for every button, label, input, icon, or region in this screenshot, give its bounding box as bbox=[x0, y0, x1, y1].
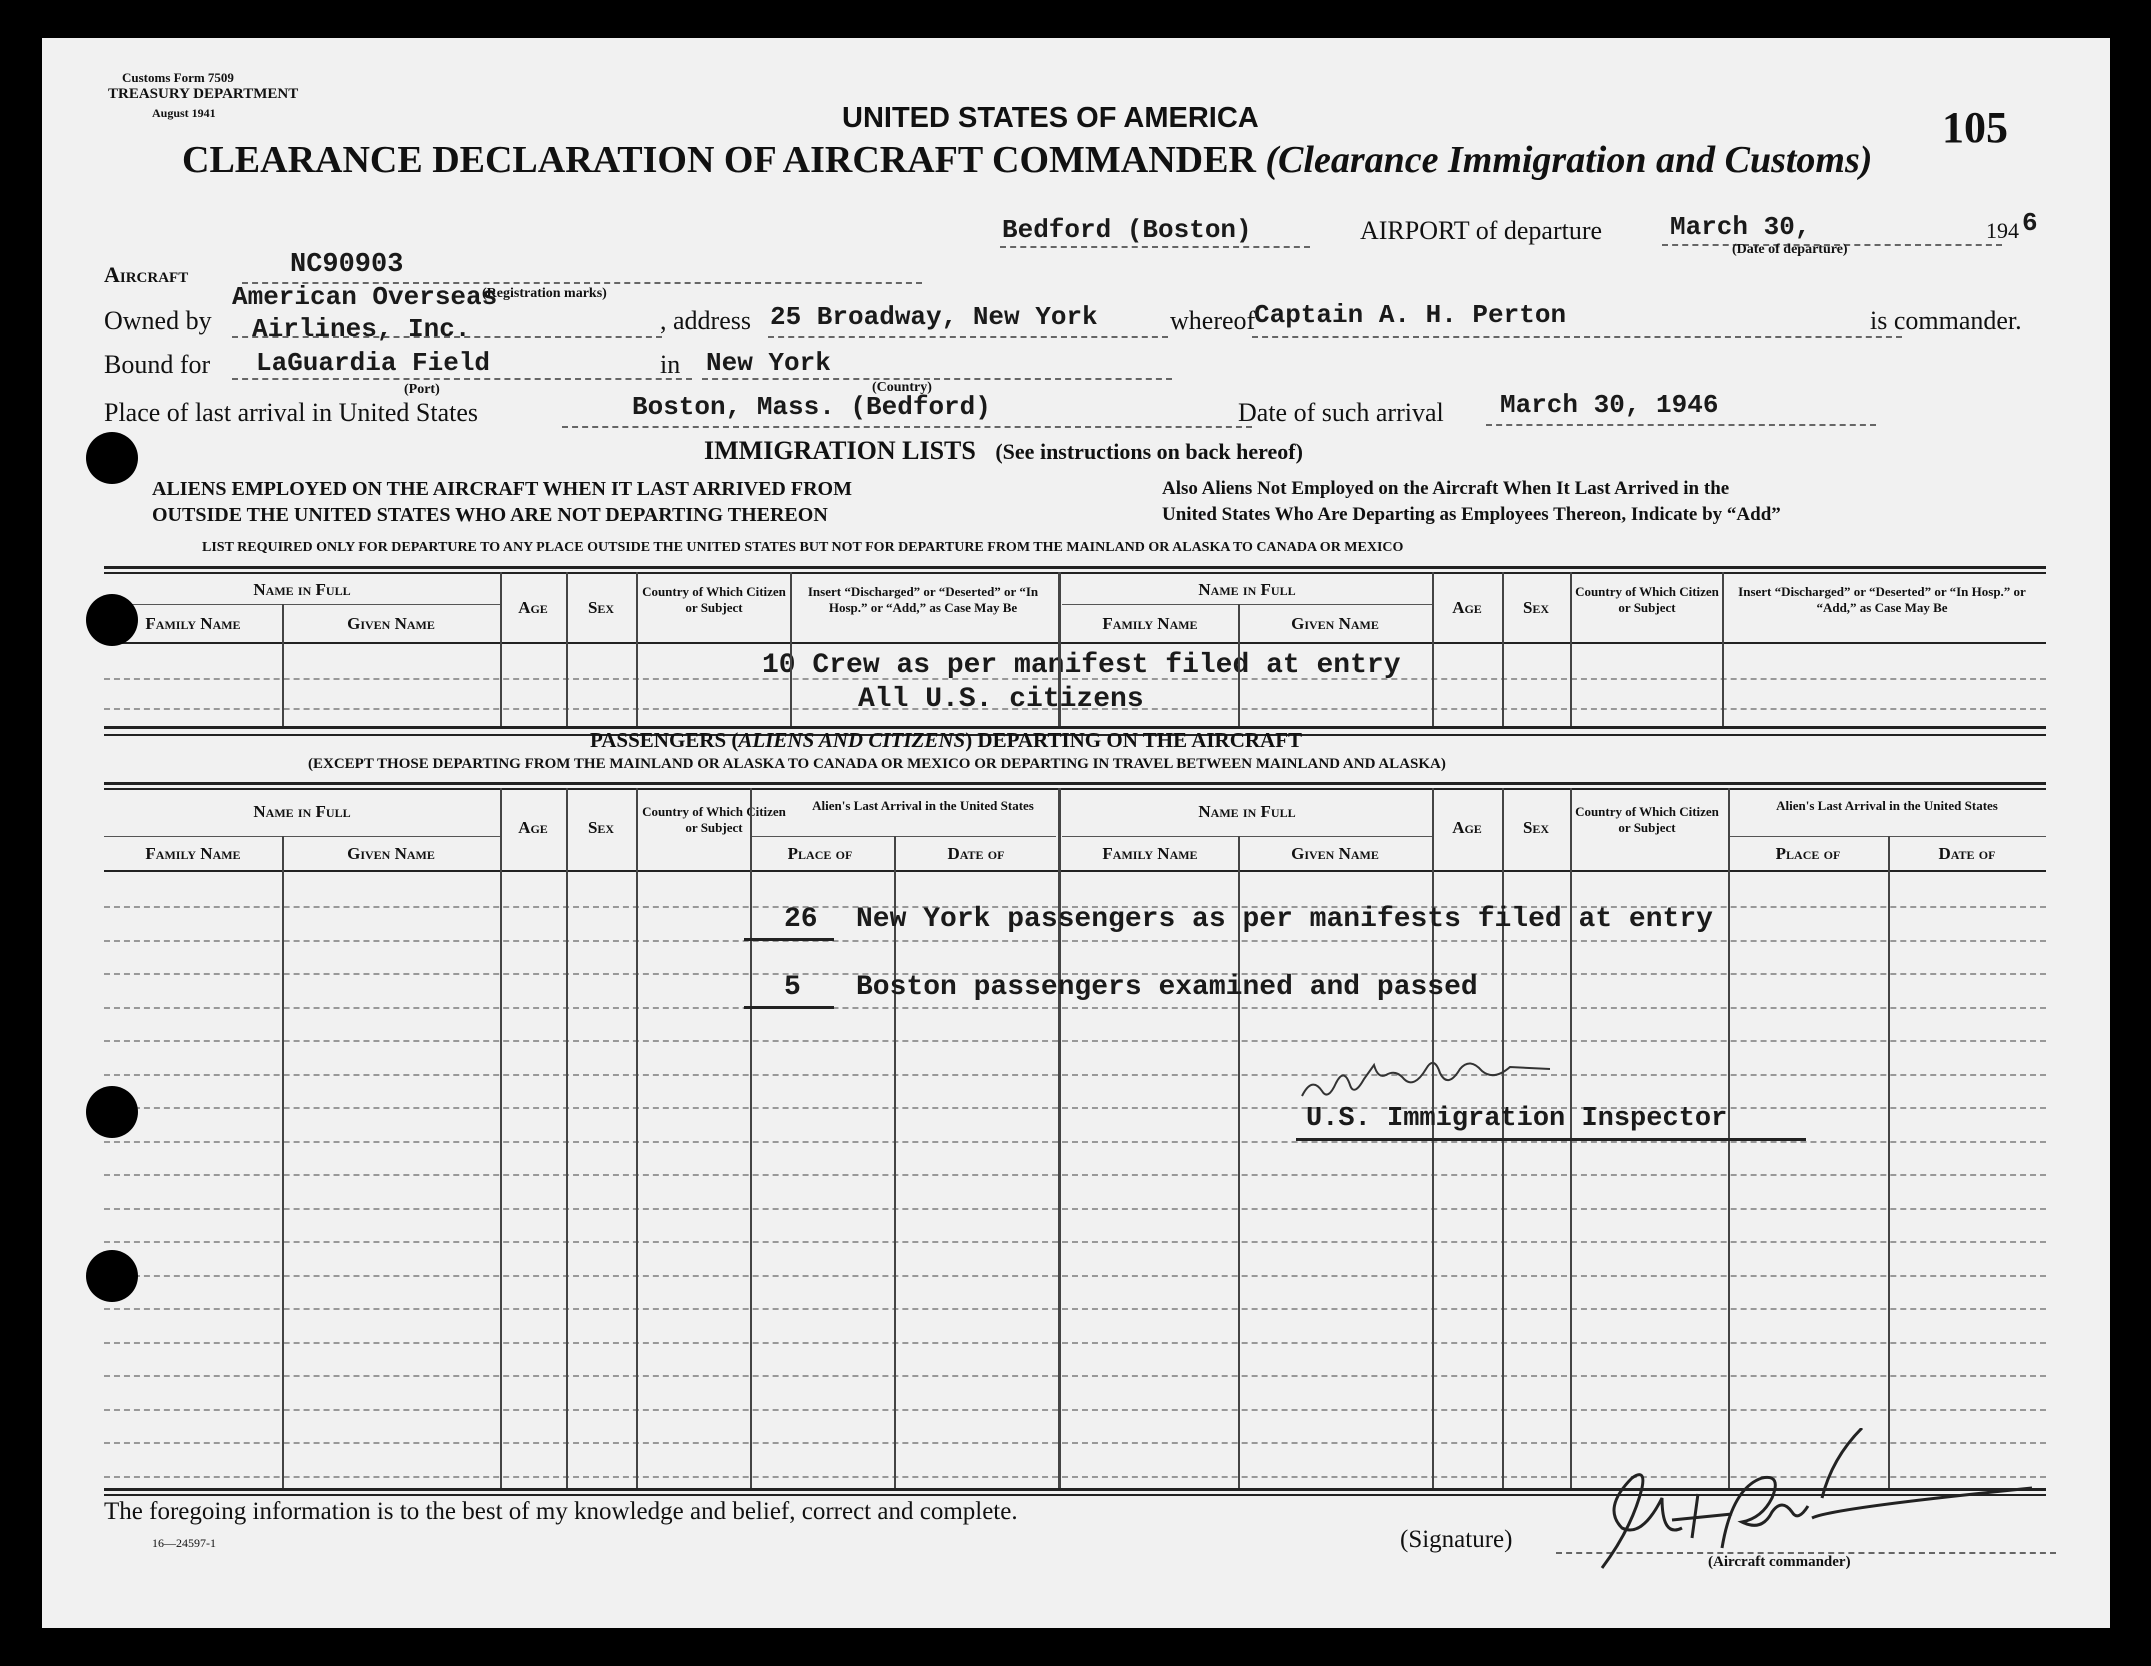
crew-col-line bbox=[1502, 572, 1504, 726]
whereof-label: whereof bbox=[1170, 306, 1256, 335]
pax-header-bottom bbox=[104, 870, 2046, 872]
punch-hole bbox=[86, 1086, 138, 1138]
signature-label: (Signature) bbox=[1400, 1526, 1513, 1553]
crew-name-divider-left bbox=[104, 604, 500, 605]
inspector-title: U.S. Immigration Inspector bbox=[1306, 1104, 1728, 1134]
pax-row1-count-underline bbox=[744, 938, 834, 941]
footer-form-number: 16—24597-1 bbox=[152, 1536, 216, 1550]
crew-family-name-left: Family Name bbox=[145, 614, 241, 633]
main-title bbox=[182, 138, 1872, 182]
owner-line bbox=[232, 336, 662, 338]
crew-col-line bbox=[1238, 604, 1240, 726]
pax-row1-text: New York passengers as per manifests filed at entry bbox=[856, 904, 1713, 935]
pax-given-name-right: Given Name bbox=[1291, 844, 1379, 863]
bound-port-line bbox=[232, 378, 692, 380]
bound-in-label: in bbox=[660, 350, 681, 379]
pax-row-line bbox=[104, 1342, 2046, 1344]
aliens-right-line2: United States Who Are Departing as Employees Thereon, Indicate by “Add” bbox=[1162, 504, 1781, 525]
commander-signature bbox=[1582, 1428, 2042, 1578]
passengers-heading-post: ) DEPARTING ON THE AIRCRAFT bbox=[965, 728, 1303, 752]
pax-name-divider-right bbox=[1062, 836, 1432, 837]
pax-row-line bbox=[104, 1007, 2046, 1009]
aircraft-note: (Registration marks) bbox=[482, 286, 607, 301]
crew-given-name-left: Given Name bbox=[347, 614, 435, 633]
crew-table-top2 bbox=[104, 572, 2046, 574]
departure-airport-label: AIRPORT of departure bbox=[1360, 216, 1603, 245]
crew-name-in-full-left: Name in Full bbox=[253, 580, 351, 599]
pax-row2-text: Boston passengers examined and passed bbox=[856, 972, 1478, 1003]
pax-col-line bbox=[282, 836, 284, 1488]
pax-row-line bbox=[104, 1275, 2046, 1277]
commander-value: Captain A. H. Perton bbox=[1254, 300, 1567, 330]
form-date-header: August 1941 bbox=[152, 106, 216, 120]
crew-col-line bbox=[1570, 572, 1572, 726]
commander-label: is commander. bbox=[1870, 306, 2022, 335]
pax-sex-left: Sex bbox=[587, 818, 615, 837]
pax-last-arrival-left: Alien's Last Arrival in the United States bbox=[812, 798, 1034, 813]
crew-col-line bbox=[1432, 572, 1434, 726]
crew-given-name-right: Given Name bbox=[1291, 614, 1379, 633]
address-label: , address bbox=[660, 306, 751, 335]
signature-note: (Aircraft commander) bbox=[1708, 1554, 1851, 1570]
bound-port-note: (Port) bbox=[404, 382, 440, 397]
last-arrival-line bbox=[562, 426, 1252, 428]
punch-hole bbox=[86, 432, 138, 484]
aliens-left-line2: OUTSIDE THE UNITED STATES WHO ARE NOT DEPARTING THEREON bbox=[152, 504, 828, 526]
immigration-heading-text: IMMIGRATION LISTS bbox=[704, 436, 976, 465]
crew-citizen-right: Country of Which Citizen or Subject bbox=[1575, 584, 1719, 615]
pax-row-line bbox=[104, 1409, 2046, 1411]
pax-date-of-left: Date of bbox=[947, 844, 1005, 863]
crew-col-line bbox=[636, 572, 638, 726]
pax-row-line bbox=[104, 1308, 2046, 1310]
page-number: 105 bbox=[1942, 103, 2008, 152]
crew-col-line bbox=[790, 572, 792, 726]
bound-country-note: (Country) bbox=[872, 380, 932, 395]
crew-col-line bbox=[1722, 572, 1724, 726]
departure-airport-line bbox=[1000, 246, 1310, 248]
address-line bbox=[768, 336, 1168, 338]
bound-country-value: New York bbox=[706, 348, 831, 378]
punch-hole bbox=[86, 1250, 138, 1302]
pax-place-of-right: Place of bbox=[1775, 844, 1841, 863]
main-title-italic: (Clearance Immigration and Customs) bbox=[1265, 139, 1873, 181]
pax-row-line bbox=[104, 1040, 2046, 1042]
pax-citizen-left: Country of Which Citizen or Subject bbox=[642, 804, 786, 835]
pax-age-left: Age bbox=[518, 818, 548, 837]
departure-year-prefix: 194 bbox=[1986, 218, 2019, 243]
pax-place-of-left: Place of bbox=[787, 844, 853, 863]
pax-row-line bbox=[104, 1141, 2046, 1143]
form-page bbox=[42, 38, 2110, 1628]
aircraft-label: Aircraft bbox=[104, 262, 189, 287]
pax-name-in-full-right: Name in Full bbox=[1198, 802, 1296, 821]
pax-col-line bbox=[1888, 836, 1890, 1488]
pax-last-arrival-right: Alien's Last Arrival in the United States bbox=[1776, 798, 1998, 813]
departure-year-digit: 6 bbox=[2022, 208, 2038, 238]
departure-date-value: March 30, bbox=[1670, 212, 1811, 242]
pax-name-divider-left bbox=[104, 836, 500, 837]
pax-col-line bbox=[750, 788, 752, 1488]
pax-row1-count: 26 bbox=[784, 904, 818, 935]
crew-col-line bbox=[500, 572, 502, 726]
crew-col-line bbox=[282, 604, 284, 726]
form-number-header: Customs Form 7509 bbox=[122, 70, 234, 85]
crew-family-name-right: Family Name bbox=[1102, 614, 1198, 633]
arrival-date-label: Date of such arrival bbox=[1238, 398, 1444, 427]
country-title: UNITED STATES OF AMERICA bbox=[842, 102, 1259, 134]
crew-citizen-left: Country of Which Citizen or Subject bbox=[642, 584, 786, 615]
crew-name-in-full-right: Name in Full bbox=[1198, 580, 1296, 599]
immigration-heading-note: (See instructions on back hereof) bbox=[995, 439, 1303, 464]
bound-port-value: LaGuardia Field bbox=[256, 348, 491, 378]
passengers-heading-italic: ALIENS AND CITIZENS bbox=[738, 728, 966, 752]
passengers-heading-pre: PASSENGERS ( bbox=[590, 728, 739, 752]
last-arrival-value: Boston, Mass. (Bedford) bbox=[632, 392, 991, 422]
immigration-heading bbox=[704, 436, 1303, 466]
pax-arrival-divider-left bbox=[750, 836, 1056, 837]
pax-col-line bbox=[1058, 788, 1061, 1488]
crew-entry-line2: All U.S. citizens bbox=[858, 684, 1144, 715]
pax-citizen-right: Country of Which Citizen or Subject bbox=[1575, 804, 1719, 835]
crew-age-right: Age bbox=[1452, 598, 1482, 617]
pax-col-line bbox=[500, 788, 502, 1488]
pax-row-line bbox=[104, 1375, 2046, 1377]
pax-family-name-left: Family Name bbox=[145, 844, 241, 863]
passengers-subheading: (EXCEPT THOSE DEPARTING FROM THE MAINLAND OR ALASKA TO CANADA OR MEXICO OR DEPARTING IN TRAVEL BETWEEN MAINLAND AND ALASKA) bbox=[308, 756, 1446, 772]
pax-col-line bbox=[566, 788, 568, 1488]
aliens-right-line1: Also Aliens Not Employed on the Aircraft When It Last Arrived in the bbox=[1162, 478, 1730, 499]
crew-age-left: Age bbox=[518, 598, 548, 617]
crew-insert-right: Insert “Discharged” or “Deserted” or “In Hosp.” or “Add,” as Case May Be bbox=[1738, 584, 2026, 615]
bound-label: Bound for bbox=[104, 350, 211, 379]
last-arrival-label: Place of last arrival in United States bbox=[104, 398, 479, 427]
crew-col-line bbox=[1058, 572, 1061, 726]
pax-row2-count: 5 bbox=[784, 972, 801, 1003]
pax-age-right: Age bbox=[1452, 818, 1482, 837]
pax-row2-count-underline bbox=[744, 1006, 834, 1009]
crew-entry-line1: 10 Crew as per manifest filed at entry bbox=[762, 650, 1401, 681]
owner-value-line2: Airlines, Inc. bbox=[252, 314, 471, 344]
pax-col-line bbox=[636, 788, 638, 1488]
main-title-text: CLEARANCE DECLARATION OF AIRCRAFT COMMANDER bbox=[182, 139, 1256, 181]
departure-date-note: (Date of departure) bbox=[1732, 242, 1848, 257]
arrival-date-line bbox=[1486, 424, 1876, 426]
pax-date-of-right: Date of bbox=[1938, 844, 1996, 863]
bound-country-line bbox=[702, 378, 1172, 380]
crew-name-divider-right bbox=[1062, 604, 1432, 605]
pax-row-line bbox=[104, 1174, 2046, 1176]
address-value: 25 Broadway, New York bbox=[770, 302, 1098, 332]
pax-given-name-left: Given Name bbox=[347, 844, 435, 863]
commander-line bbox=[1252, 336, 1902, 338]
pax-family-name-right: Family Name bbox=[1102, 844, 1198, 863]
crew-col-line bbox=[566, 572, 568, 726]
crew-sex-left: Sex bbox=[587, 598, 615, 617]
crew-insert-left: Insert “Discharged” or “Deserted” or “In Hosp.” or “Add,” as Case May Be bbox=[807, 584, 1039, 615]
departure-airport-value: Bedford (Boston) bbox=[1002, 215, 1252, 245]
pax-table-top2 bbox=[104, 788, 2046, 790]
pax-row-line bbox=[104, 1107, 2046, 1109]
footer-statement: The foregoing information is to the best of my knowledge and belief, correct and complete. bbox=[104, 1498, 1018, 1525]
crew-table-top bbox=[104, 566, 2046, 569]
pax-arrival-divider-right bbox=[1728, 836, 2046, 837]
crew-header-bottom bbox=[104, 642, 2046, 644]
inspector-underline bbox=[1296, 1138, 1806, 1141]
punch-hole bbox=[86, 594, 138, 646]
pax-table-top bbox=[104, 782, 2046, 785]
crew-sex-right: Sex bbox=[1522, 598, 1550, 617]
list-required-note: LIST REQUIRED ONLY FOR DEPARTURE TO ANY PLACE OUTSIDE THE UNITED STATES BUT NOT FOR DEPARTURE FROM THE MAINLAND OR ALASKA TO CANADA OR MEXICO bbox=[202, 540, 1404, 555]
pax-name-in-full-left: Name in Full bbox=[253, 802, 351, 821]
pax-row-line bbox=[104, 940, 2046, 942]
passengers-heading bbox=[590, 728, 1302, 753]
owner-label: Owned by bbox=[104, 306, 212, 335]
department-header: TREASURY DEPARTMENT bbox=[108, 86, 299, 102]
pax-sex-right: Sex bbox=[1522, 818, 1550, 837]
pax-row-line bbox=[104, 1208, 2046, 1210]
pax-row-line bbox=[104, 1241, 2046, 1243]
aliens-left-line1: ALIENS EMPLOYED ON THE AIRCRAFT WHEN IT LAST ARRIVED FROM bbox=[152, 478, 852, 500]
arrival-date-value: March 30, 1946 bbox=[1500, 390, 1719, 420]
owner-value-line1: American Overseas bbox=[232, 282, 498, 312]
pax-row-line bbox=[104, 1074, 2046, 1076]
aircraft-value: NC90903 bbox=[290, 250, 404, 280]
